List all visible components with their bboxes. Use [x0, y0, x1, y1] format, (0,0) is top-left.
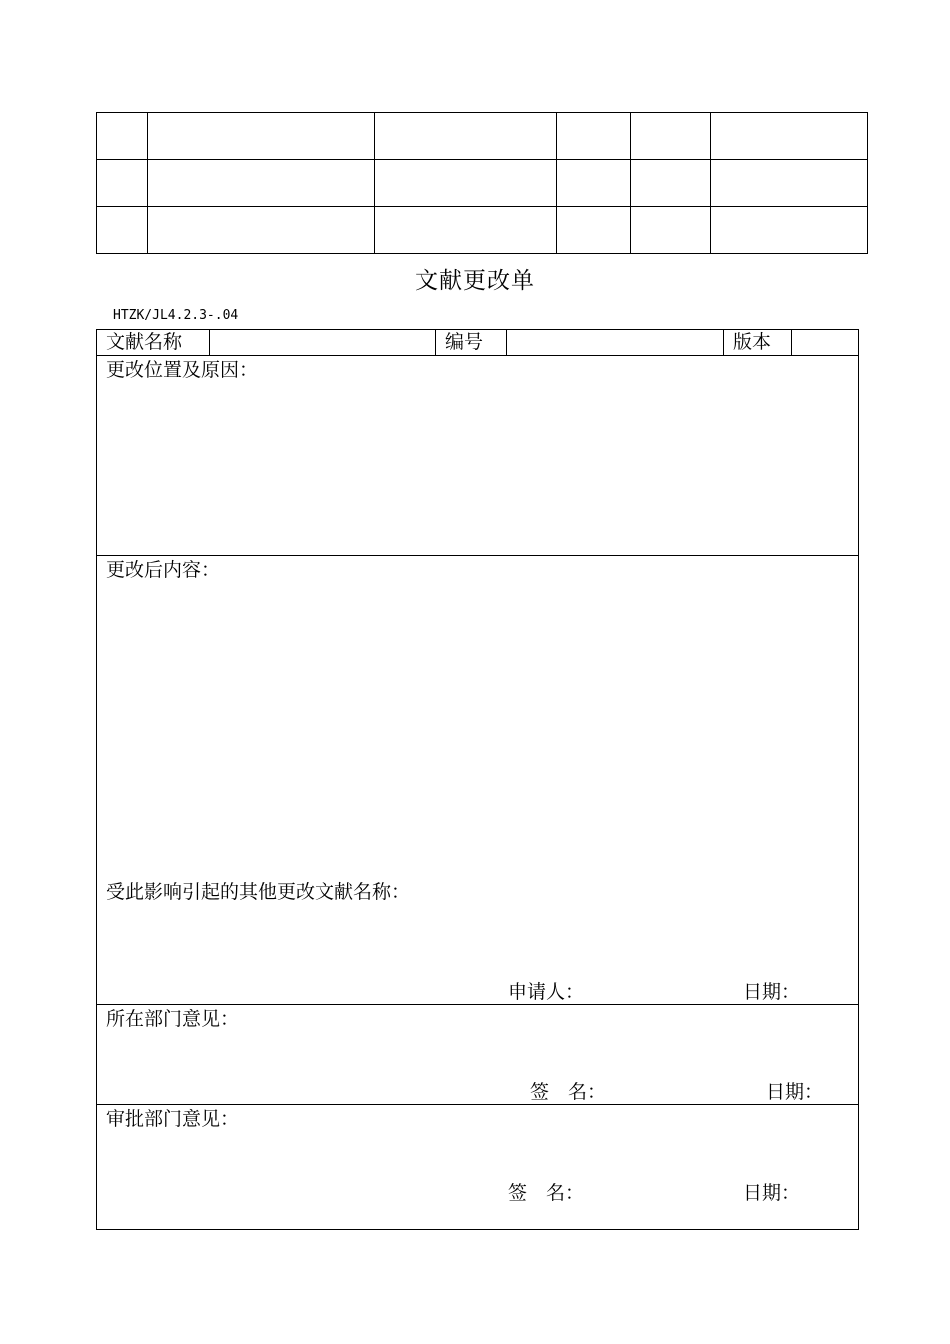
applicant-label: 申请人： [508, 981, 585, 1003]
divider [723, 329, 724, 356]
date-label: 日期： [743, 1182, 801, 1204]
table-cell [711, 207, 868, 254]
table-cell [148, 113, 375, 160]
table-cell [375, 160, 557, 207]
previous-empty-table [96, 112, 868, 254]
form-title: 文献更改单 [415, 268, 535, 294]
version-field[interactable] [792, 330, 858, 355]
number-field[interactable] [507, 330, 723, 355]
date-label: 日期： [766, 1081, 824, 1103]
table-cell [557, 160, 631, 207]
dept-opinion-label: 所在部门意见： [106, 1008, 240, 1030]
table-cell [148, 160, 375, 207]
table-cell [148, 207, 375, 254]
changed-content-section[interactable] [96, 555, 859, 1005]
table-cell [97, 113, 148, 160]
date-label: 日期： [743, 981, 801, 1003]
affected-docs-label: 受此影响引起的其他更改文献名称： [106, 881, 411, 903]
form-code: HTZK/JL4.2.3-.04 [113, 308, 239, 323]
table-cell [711, 113, 868, 160]
table-cell [557, 113, 631, 160]
table-cell [631, 160, 711, 207]
version-label: 版本 [733, 331, 772, 353]
change-location-section[interactable] [96, 355, 859, 556]
table-cell [711, 160, 868, 207]
sign-label: 签 名： [530, 1081, 607, 1103]
table-cell [557, 207, 631, 254]
table-cell [631, 113, 711, 160]
changed-content-label: 更改后内容： [106, 559, 221, 581]
table-cell [375, 207, 557, 254]
number-label: 编号 [445, 331, 484, 353]
change-location-label: 更改位置及原因： [106, 359, 259, 381]
doc-name-field[interactable] [210, 330, 435, 355]
table-cell [97, 207, 148, 254]
approval-opinion-label: 审批部门意见： [106, 1108, 240, 1130]
table-cell [97, 160, 148, 207]
doc-name-label: 文献名称 [106, 331, 183, 353]
table-cell [375, 113, 557, 160]
divider [435, 329, 436, 356]
sign-label: 签 名： [508, 1182, 585, 1204]
table-cell [631, 207, 711, 254]
